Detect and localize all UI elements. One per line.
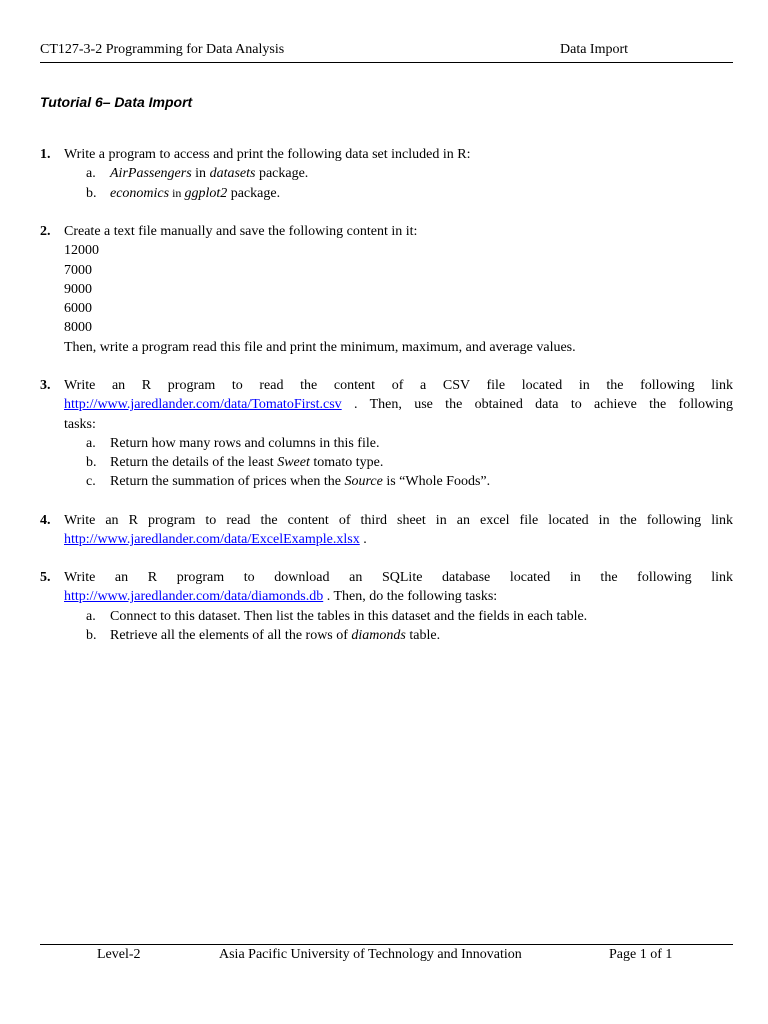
question-number: 4. [40,513,51,528]
question-text-line2: http://www.jaredlander.com/data/diamonds.db . Then, do the following tasks: [64,589,498,605]
subitem-a: a. Return how many rows and columns in this file. [86,435,380,451]
question-text-line2: http://www.jaredlander.com/data/ExcelExample.xlsx . [64,532,367,548]
footer-divider [40,944,733,945]
subitem-c: c. Return the summation of prices when the Source is “Whole Foods”. [86,474,491,490]
course-code: CT127-3-2 Programming for Data Analysis [40,42,285,57]
subitem-a: a. AirPassengers in datasets package. [86,166,309,182]
diamonds-db-link[interactable]: http://www.jaredlander.com/data/diamonds.db [64,589,324,605]
question-text-line3: tasks: [64,416,96,432]
value-line: 7000 [64,262,92,278]
question-5 [40,568,733,645]
question-1 [40,145,733,203]
question-text-line2: http://www.jaredlander.com/data/TomatoFirst.csv . Then, use the obtained data to achieve the following [64,397,733,413]
subitem-b: b. Retrieve all the elements of all the rows of diamonds table. [86,627,441,643]
question-text: Write a program to access and print the following data set included in R: [64,147,471,162]
value-line: 12000 [64,243,99,259]
question-followup: Then, write a program read this file and print the minimum, maximum, and average values. [64,339,576,355]
footer-page-number: Page 1 of 1 [609,947,673,962]
question-number: 5. [40,570,51,585]
question-text: Create a text file manually and save the following content in it: [64,224,418,239]
value-line: 9000 [64,281,92,297]
question-number: 3. [40,378,51,393]
page-title: Tutorial 6– Data Import [40,94,193,110]
footer-level: Level-2 [97,947,141,962]
question-number: 1. [40,147,51,162]
subitem-a: a. Connect to this dataset. Then list the tables in this dataset and the fields in each table. [86,608,588,624]
question-3 [40,376,733,492]
question-text: Write an R program to read the content of third sheet in an excel file located in the following link [64,513,733,528]
footer-university: Asia Pacific University of Technology and Innovation [219,947,522,962]
question-2 [40,222,733,357]
page-header [40,42,733,63]
question-text: Write an R program to download an SQLite database located in the following link [64,570,733,585]
value-line: 8000 [64,320,92,336]
question-number: 2. [40,224,51,239]
tomato-csv-link[interactable]: http://www.jaredlander.com/data/TomatoFirst.csv [64,397,342,413]
subitem-b: b. economics in ggplot2 package. [86,185,281,201]
question-text: Write an R program to read the content of a CSV file located in the following link [64,378,733,393]
header-topic: Data Import [560,42,629,57]
subitem-b: b. Return the details of the least Sweet tomato type. [86,455,384,471]
excel-example-link[interactable]: http://www.jaredlander.com/data/ExcelExample.xlsx [64,532,360,548]
question-4 [40,511,733,550]
value-line: 6000 [64,301,92,317]
